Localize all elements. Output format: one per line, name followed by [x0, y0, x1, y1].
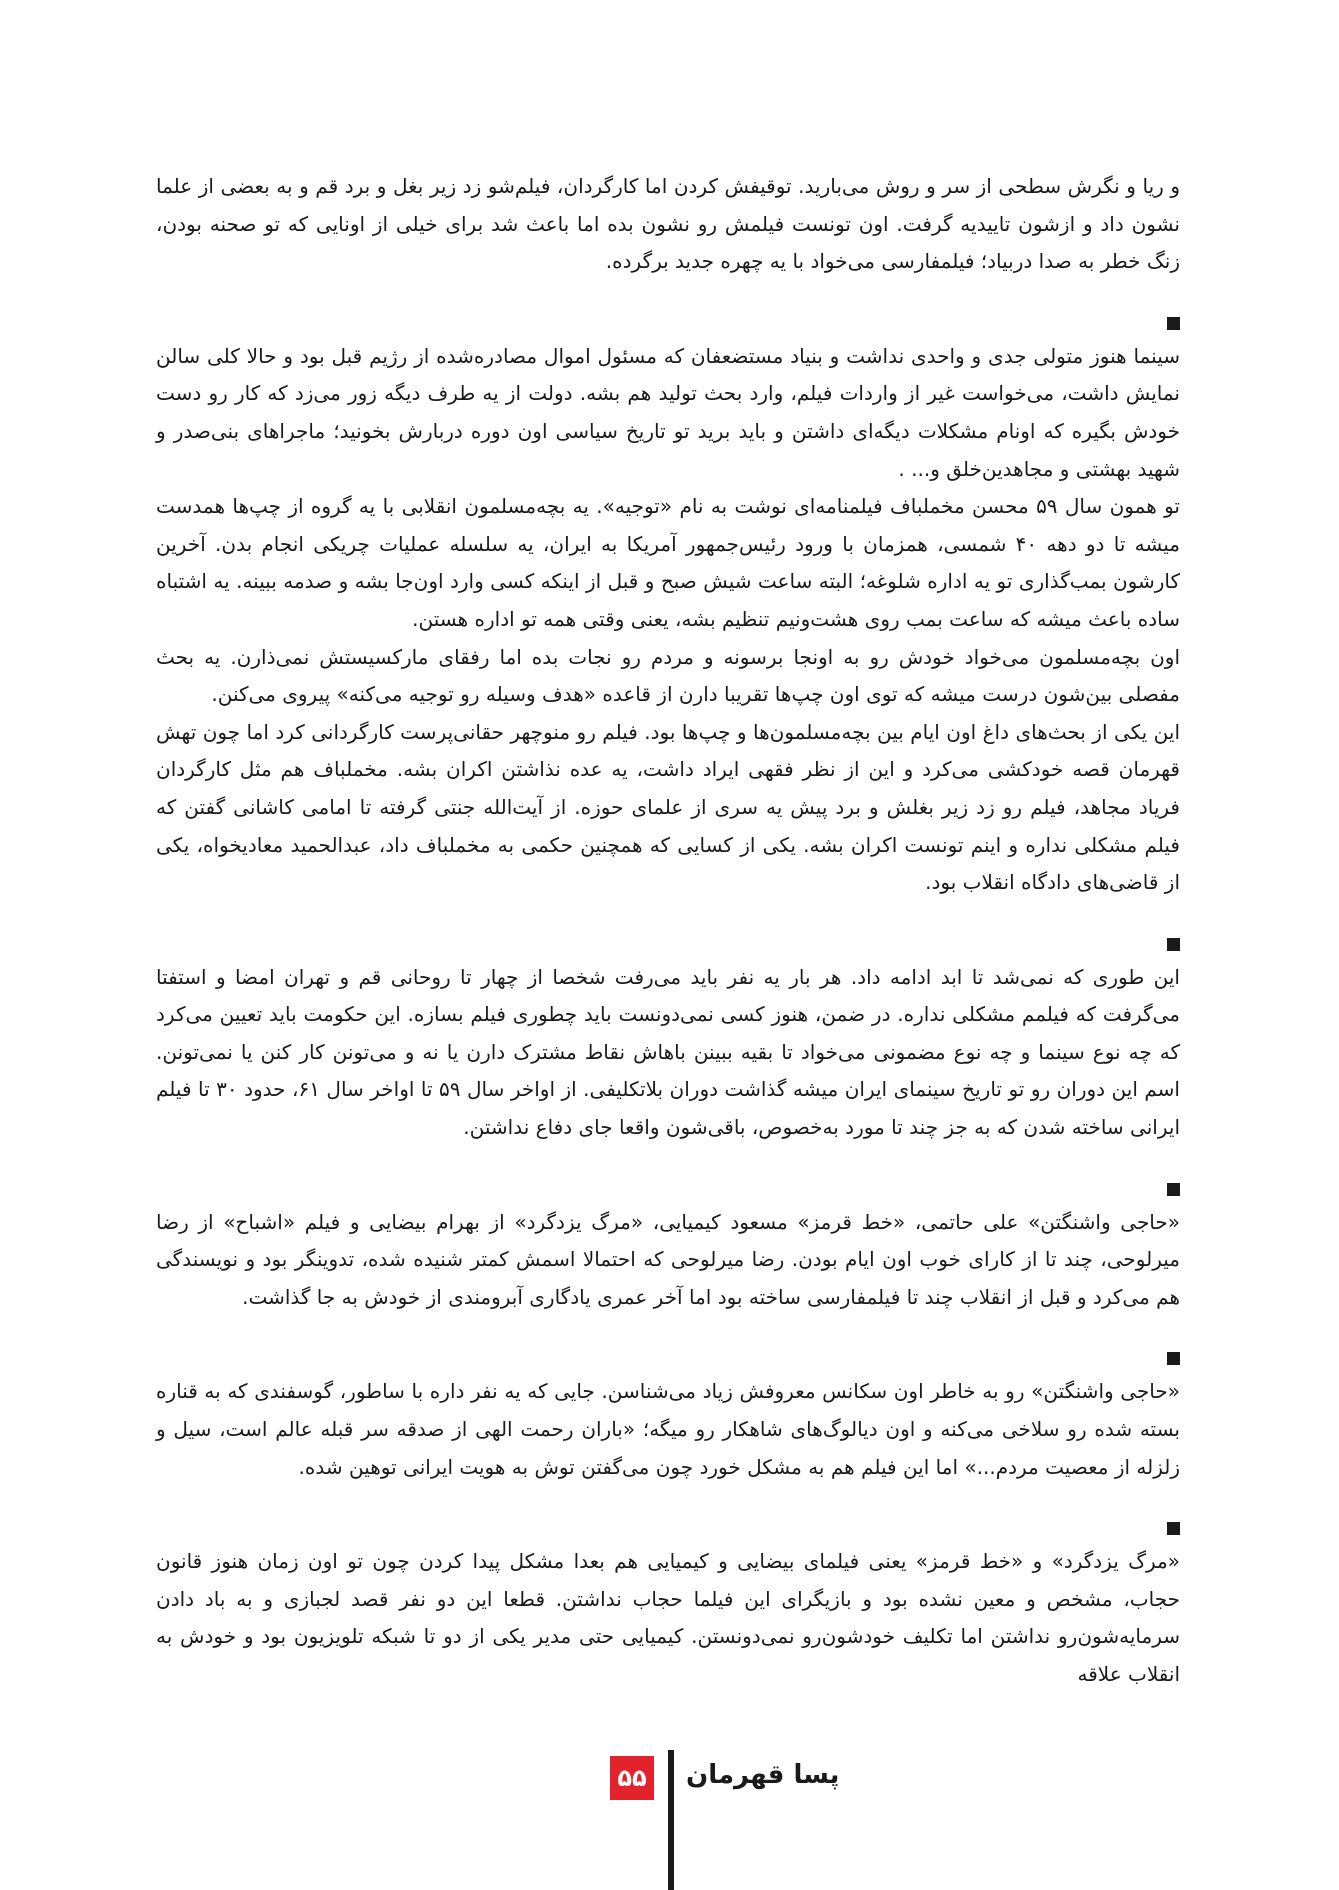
footer-divider	[668, 1750, 674, 1890]
paragraph: این یکی از بحث‌های داغ اون ایام بین بچه‌مسلمون‌ها و چپ‌ها بود. فیلم رو منوچهر حقانی‌پرست کارگردانی کرد اما چون تهش قهرمان قصه خودکشی می‌کرد و این از نظر فقهی ایراد داشت، یه عده نذاشتن اکران بشه. مخملباف هم مثل کارگردان فریاد مجاهد، فیلم رو زد زیر بغلش و برد پیش یه سری از علمای حوزه. از آیت‌الله جنتی گرفته تا امامی کاشانی گفتن که فیلم مشکلی نداره و اینم تونست اکران بشه. یکی از کسایی که همچنین حکمی به مخملباف داد، عبدالحمید معادیخواه، یکی از قاضی‌های دادگاه انقلاب بود.	[156, 719, 1180, 895]
page-footer	[0, 1750, 1339, 1890]
section	[156, 317, 1180, 902]
section-marker-square	[1167, 1522, 1180, 1535]
paragraph: اون بچه‌مسلمون می‌خواد خودش رو به اونجا برسونه و مردم رو نجات بده اما رفقای مارکسیستش نمی‌ذارن. یه بحث مفصلی بین‌شون درست میشه که توی اون چپ‌ها تقریبا دارن از قاعده «هدف وسیله رو توجیه می‌کنه» پیروی می‌کنن.	[156, 644, 1180, 707]
section-marker-square	[1167, 317, 1180, 330]
section-marker-square	[1167, 1352, 1180, 1365]
paragraph: سینما هنوز متولی جدی و واحدی نداشت و بنیاد مستضعفان که مسئول اموال مصادره‌شده از رژیم قبل بود و حالا کلی سالن نمایش داشت، می‌خواست غیر از واردات فیلم، وارد بحث تولید هم بشه. دولت از یه طرف دیگه زور می‌زد که کار رو دست خودش بگیره که اونام مشکلات دیگه‌ای داشتن و باید برید تو تاریخ سیاسی اون دوره دربارش بخونید؛ ماجراهای بنی‌صدر و شهید بهشتی و مجاهدین‌خلق و... .	[156, 343, 1180, 481]
section	[156, 938, 1180, 1147]
paragraph: و ریا و نگرش سطحی از سر و روش می‌بارید. توقیفش کردن اما کارگردان، فیلم‌شو زد زیر بغل و برد قم و به بعضی از علما نشون داد و ازشون تاییدیه گرفت. اون تونست فیلمش رو نشون بده اما باعث شد برای خیلی از اونایی که تو صحنه بودن، زنگ خطر به صدا دربیاد؛ فیلمفارسی می‌خواد با یه چهره جدید برگرده.	[156, 174, 1180, 274]
section	[156, 1522, 1180, 1693]
paragraph: این طوری که نمی‌شد تا ابد ادامه داد. هر بار یه نفر باید می‌رفت شخصا از چهار تا روحانی قم و تهران امضا و استفتا می‌گرفت که فیلمم مشکلی نداره. در ضمن، هنوز کسی نمی‌دونست باید چطوری فیلم بسازه. این حکومت باید تعیین می‌کرد که چه نوع سینما و چه نوع مضمونی می‌خواد تا بقیه ببینن باهاش نقاط مشترک دارن یا نه و می‌تونن کار کنن یا نمی‌تونن. اسم این دوران رو تو تاریخ سینمای ایران میشه گذاشت دوران بلاتکلیفی. از اواخر سال ۵۹ تا اواخر سال ۶۱، حدود ۳۰ تا فیلم ایرانی ساخته شدن که به جز چند تا مورد به‌خصوص، باقی‌شون واقعا جای دفاع نداشتن.	[156, 964, 1180, 1140]
paragraph: «حاجی واشنگتن» رو به خاطر اون سکانس معروفش زیاد می‌شناسن. جایی که یه نفر داره با ساطور، گوسفندی که به قناره بسته شده رو سلاخی می‌کنه و اون دیالوگ‌های شاهکار رو میگه؛ «باران رحمت الهی از صدقه سر قبله عالم است، سیل و زلزله از معصیت مردم...» اما این فیلم هم به مشکل خورد چون می‌گفتن توش به هویت ایرانی توهین شده.	[156, 1379, 1180, 1479]
paragraph: «حاجی واشنگتن» علی حاتمی، «خط قرمز» مسعود کیمیایی، «مرگ یزدگرد» از بهرام بیضایی و فیلم «اشباح» از رضا میرلوحی، چند تا از کارای خوب اون ایام بودن. رضا میرلوحی که احتمالا اسمش کمتر شنیده شده، تدوینگر بود و نویسندگی هم می‌کرد و قبل از انقلاب چند تا فیلمفارسی ساخته بود اما آخر عمری یادگاری آبرومندی از خودش به جا گذاشت.	[156, 1209, 1180, 1309]
magazine-title: پسا قهرمان	[686, 1760, 840, 1790]
section-marker-square	[1167, 1183, 1180, 1196]
article-body	[156, 168, 1180, 1694]
section	[156, 1183, 1180, 1317]
paragraph: «مرگ یزدگرد» و «خط قرمز» یعنی فیلمای بیضایی و کیمیایی هم بعدا مشکل پیدا کردن چون تو اون زمان هنوز قانون حجاب، مشخص و معین نشده بود و بازیگرای این فیلما حجاب نداشتن. قطعا این دو نفر قصد لجبازی و به باد دادن سرمایه‌شون‌رو نداشتن اما تکلیف خودشون‌رو نمی‌دونستن. کیمیایی حتی مدیر یکی از دو تا شبکه تلویزیون بود و خودش به انقلاب علاقه	[156, 1549, 1180, 1686]
section	[156, 1352, 1180, 1486]
section-marker-square	[1167, 938, 1180, 951]
paragraph: تو همون سال ۵۹ محسن مخملباف فیلمنامه‌ای نوشت به نام «توجیه». یه بچه‌مسلمون انقلابی با یه گروه از چپ‌ها همدست میشه تا دو دهه ۴۰ شمسی، همزمان با ورود رئیس‌جمهور آمریکا به ایران، یه سلسله عملیات چریکی انجام بدن. آخرین کارشون بمب‌گذاری تو یه اداره شلوغه؛ البته ساعت شیش صبح و قبل از اینکه کسی وارد اون‌جا بشه و صدمه ببینه. یه اشتباه ساده باعث میشه که ساعت بمب روی هشت‌ونیم تنظیم بشه، یعنی وقتی همه تو اداره هستن.	[156, 494, 1180, 631]
page-number: ۵۵	[610, 1756, 654, 1800]
